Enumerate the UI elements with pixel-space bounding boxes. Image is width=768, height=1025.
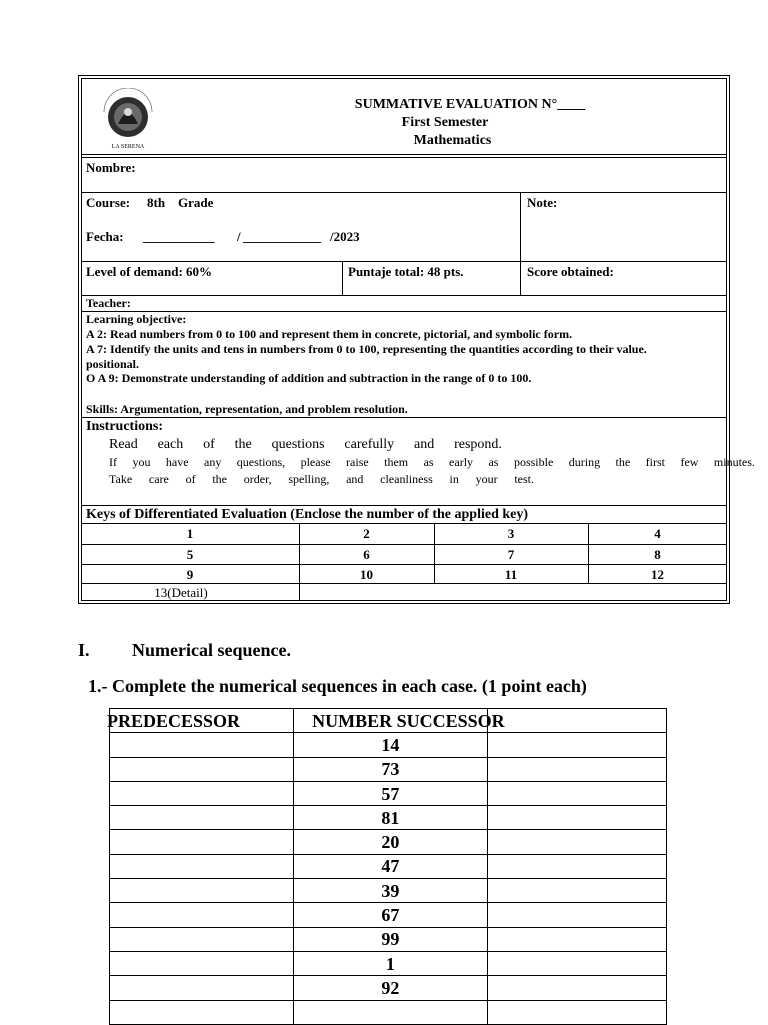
number-cell: 57 xyxy=(294,781,488,805)
number-cell: 20 xyxy=(294,830,488,854)
key-4[interactable]: 4 xyxy=(654,526,661,541)
word: during xyxy=(568,455,601,469)
table-row xyxy=(110,830,667,854)
key-2[interactable]: 2 xyxy=(363,526,370,541)
number-cell xyxy=(294,1000,488,1024)
successor-input[interactable] xyxy=(487,951,666,975)
key-5[interactable]: 5 xyxy=(186,547,194,562)
word: in xyxy=(449,472,459,486)
header-blank xyxy=(487,709,666,733)
key-7[interactable]: 7 xyxy=(507,547,515,562)
word: minutes. xyxy=(713,455,755,469)
word: order, xyxy=(243,472,272,486)
rule xyxy=(81,564,727,565)
instructions-heading: Instructions: xyxy=(86,419,164,434)
rule xyxy=(342,261,343,295)
predecessor-input[interactable] xyxy=(110,757,294,781)
successor-input[interactable] xyxy=(487,806,666,830)
number-cell: 73 xyxy=(294,757,488,781)
predecessor-input[interactable] xyxy=(110,830,294,854)
key-10[interactable]: 10 xyxy=(360,567,373,582)
course-label: Course: xyxy=(86,195,131,210)
header-text: PREDECESSOR xyxy=(107,710,241,731)
key-12[interactable]: 12 xyxy=(651,567,664,582)
fecha-year: /2023 xyxy=(330,229,360,244)
fecha-month-field[interactable]: ____________ xyxy=(243,229,321,244)
rule xyxy=(81,154,727,155)
table-row xyxy=(110,757,667,781)
subject-label: Mathematics xyxy=(413,133,492,148)
number-cell: 67 xyxy=(294,903,488,927)
word: as xyxy=(423,455,434,469)
word: questions, xyxy=(236,455,286,469)
number-cell: 47 xyxy=(294,854,488,878)
word: possible xyxy=(513,455,554,469)
word: and xyxy=(346,472,364,486)
rule xyxy=(81,295,727,296)
word: early xyxy=(449,455,474,469)
instruction-line-3 xyxy=(109,472,534,487)
word: respond. xyxy=(454,437,502,452)
predecessor-input[interactable] xyxy=(110,733,294,757)
key-9[interactable]: 9 xyxy=(186,567,194,582)
word: the xyxy=(615,455,631,469)
table-row xyxy=(110,733,667,757)
successor-input[interactable] xyxy=(487,927,666,951)
predecessor-input[interactable] xyxy=(110,1000,294,1024)
word: Take xyxy=(109,472,133,486)
rule xyxy=(81,505,727,506)
word: If xyxy=(109,455,117,469)
nombre-label: Nombre: xyxy=(86,160,136,175)
number-cell: 92 xyxy=(294,976,488,1000)
grade-label: Grade xyxy=(178,195,214,210)
word: test. xyxy=(514,472,534,486)
word: of xyxy=(185,472,196,486)
word: them xyxy=(384,455,409,469)
puntaje-total: Puntaje total: 48 pts. xyxy=(348,264,464,279)
successor-input[interactable] xyxy=(487,879,666,903)
rule xyxy=(81,523,727,524)
key-3[interactable]: 3 xyxy=(507,526,515,541)
keys-heading: Keys of Differentiated Evaluation (Enclose the number of the applied key) xyxy=(86,507,529,522)
successor-input[interactable] xyxy=(487,976,666,1000)
number-cell: 81 xyxy=(294,806,488,830)
successor-input[interactable] xyxy=(487,830,666,854)
word: the xyxy=(234,437,252,452)
word: any xyxy=(204,455,222,469)
note-label: Note: xyxy=(527,195,558,210)
header-predecessor xyxy=(107,709,294,733)
rule xyxy=(81,417,727,418)
predecessor-input[interactable] xyxy=(110,781,294,805)
word: the xyxy=(212,472,228,486)
logo-text-bottom: LA SERENA xyxy=(111,144,145,150)
sequence-table xyxy=(109,708,667,1025)
word: cleanliness xyxy=(380,472,433,486)
table-row xyxy=(110,781,667,805)
school-logo xyxy=(96,88,160,150)
successor-input[interactable] xyxy=(487,854,666,878)
number-cell: 39 xyxy=(294,879,488,903)
instruction-line-2 xyxy=(109,455,755,470)
successor-input[interactable] xyxy=(487,781,666,805)
header-number-successor xyxy=(294,709,505,733)
fecha-label: Fecha: xyxy=(86,229,124,244)
table-row xyxy=(110,976,667,1000)
level-of-demand: Level of demand: 60% xyxy=(86,264,213,279)
predecessor-input[interactable] xyxy=(110,854,294,878)
instruction-line-1 xyxy=(109,437,502,453)
key-11[interactable]: 11 xyxy=(504,567,518,582)
predecessor-input[interactable] xyxy=(110,879,294,903)
word: questions xyxy=(271,437,325,452)
table-row xyxy=(110,951,667,975)
word: please xyxy=(300,455,331,469)
course-value: 8th xyxy=(147,195,166,210)
number-cell: 99 xyxy=(294,927,488,951)
predecessor-input[interactable] xyxy=(110,806,294,830)
word: carefully xyxy=(344,437,395,452)
predecessor-input[interactable] xyxy=(110,976,294,1000)
word: as xyxy=(488,455,499,469)
successor-input[interactable] xyxy=(487,903,666,927)
table-row xyxy=(110,1000,667,1024)
table-row xyxy=(110,709,667,733)
fecha-day-field[interactable]: ___________ xyxy=(143,229,215,244)
objective-heading: Learning objective: xyxy=(86,312,187,326)
word: care xyxy=(148,472,169,486)
table-row xyxy=(110,879,667,903)
evaluation-title: SUMMATIVE EVALUATION N°____ xyxy=(354,97,586,112)
skills-line: Skills: Argumentation, representation, and problem resolution. xyxy=(86,402,408,416)
word: few xyxy=(680,455,699,469)
semester-label: First Semester xyxy=(401,115,489,130)
rule xyxy=(520,192,521,295)
word: and xyxy=(414,437,435,452)
objective-a2: A 2: Read numbers from 0 to 100 and represent them in concrete, pictorial, and symbolic form. xyxy=(86,327,573,341)
successor-input[interactable] xyxy=(487,733,666,757)
key-13-detail[interactable]: 13(Detail) xyxy=(154,585,208,600)
successor-input[interactable] xyxy=(487,1000,666,1024)
predecessor-input[interactable] xyxy=(110,927,294,951)
header-text: NUMBER SUCCESSOR xyxy=(312,710,505,731)
objective-a7: A 7: Identify the units and tens in numbers from 0 to 100, representing the quantities according to their value. xyxy=(86,342,647,356)
key-8[interactable]: 8 xyxy=(654,547,661,562)
word: of xyxy=(203,437,215,452)
table-row xyxy=(110,927,667,951)
teacher-label: Teacher: xyxy=(86,296,131,310)
successor-input[interactable] xyxy=(487,757,666,781)
number-cell: 1 xyxy=(294,951,488,975)
rule xyxy=(81,583,727,584)
key-1[interactable]: 1 xyxy=(186,526,194,541)
question-1: 1.- Complete the numerical sequences in each case. (1 point each) xyxy=(88,676,587,696)
section-title: Numerical sequence. xyxy=(132,640,291,660)
rule xyxy=(81,157,727,158)
table-row xyxy=(110,854,667,878)
word: spelling, xyxy=(288,472,330,486)
word: Read xyxy=(109,437,138,452)
number-cell: 14 xyxy=(294,733,488,757)
score-obtained: Score obtained: xyxy=(527,264,614,279)
word: raise xyxy=(346,455,369,469)
table-row xyxy=(110,903,667,927)
table-row xyxy=(110,806,667,830)
word: your xyxy=(475,472,498,486)
word: you xyxy=(132,455,151,469)
rule xyxy=(81,261,727,262)
fecha-separator: / xyxy=(237,229,241,244)
predecessor-input[interactable] xyxy=(110,951,294,975)
word: have xyxy=(165,455,189,469)
objective-oa9: O A 9: Demonstrate understanding of addition and subtraction in the range of 0 to 100. xyxy=(86,371,532,385)
rule xyxy=(81,544,727,545)
key-6[interactable]: 6 xyxy=(363,547,370,562)
word: each xyxy=(157,437,184,452)
objective-a7-cont: positional. xyxy=(86,357,140,371)
predecessor-input[interactable] xyxy=(110,903,294,927)
section-numeral: I. xyxy=(78,640,90,660)
rule xyxy=(81,192,727,193)
word: first xyxy=(645,455,665,469)
